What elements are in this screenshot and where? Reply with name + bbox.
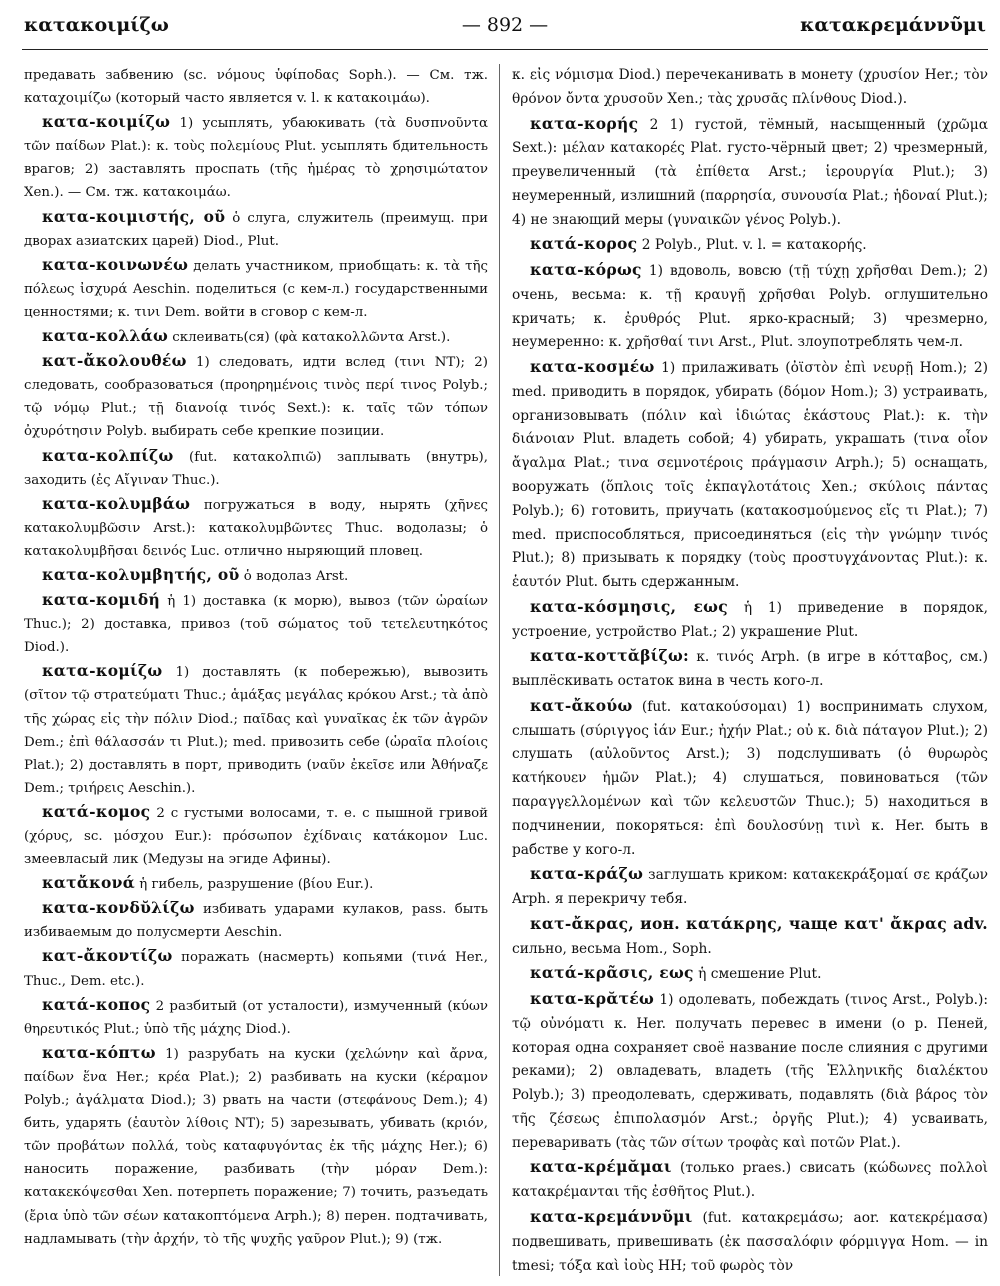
- entry-headword: κατα-κόσμησις, εως: [530, 596, 728, 616]
- entry-headword: κατα-κρᾰτέω: [530, 989, 655, 1009]
- left-column: [24, 64, 488, 1278]
- dictionary-entry: [24, 110, 488, 204]
- dictionary-entry: [512, 644, 988, 694]
- entry-definition: 1) доставлять (к побережью), вывозить (σῖτον τῷ στρατεύματι Thuc.; ἁμάξας μεγάλας κρόκου Arst.; τὰ ἀπὸ τῆς χώρας εἰς τὴν πόλιν Diod.; παῖδας καὶ γυναῖκας ἐκ τῶν ἀγρῶν Dem.; ἐπὶ θάλασσάν τι Plut.); med. привозить себе (ὡραῖα πλοίοις Plat.); 2) доставлять в порт, приводить (ναῦν ἐκεῖσε или Ἀθήναζε Dem.; τριήρεις Aeschin.).: [24, 665, 488, 796]
- dictionary-entry: [24, 944, 488, 992]
- header-left-guideword: κατακοιμίζω: [24, 14, 169, 36]
- entry-definition: склеивать(ся) (φὰ κατακολλῶντα Arst.).: [172, 330, 451, 346]
- entry-definition: 1) одолевать, побеждать (τινος Arst., Polyb.): τῷ οὐνόματι κ. Her. получать перевес в имени (о р. Пеней, которая одна сохраняет своё название после слияния с другими реками); 2) овладевать, владеть (τῆς Ἑλληνικῆς διαλέκτου Polyb.); 3) преодолевать, сдерживать, подавлять (διὰ βάρος τὸν τῆς ζέσεως ἐπιπολασμόν Arst.; ὀργῆς Plut.); 4) усваивать, переваривать (τὰς τῶν σίτων τροφὰς καὶ ποτῶν Plat.).: [512, 992, 988, 1151]
- entry-headword: κατἄκονά: [42, 873, 135, 893]
- entry-definition: ὁ слуга, служитель (преимущ. при дворах азиатских царей) Diod., Plut.: [24, 210, 488, 249]
- entry-definition: (fut. κατακρεμάσω; aor. κατεκρέμασα) подвешивать, привешивать (ἐκ πασσαλόφιν φόρμιγγα Hom. — in tmesi; τόξα καὶ ἰοὺς HH; τοῦ φωρὸς τὸν: [512, 1209, 988, 1274]
- dictionary-entry: [512, 232, 988, 258]
- entry-definition: κ. εἰς νόμισμα Diod.) перечеканивать в монету (χρυσίον Her.; τὸν θρόνον ὄντα χρυσοῦν Xen.; τὰς χρυσᾶς πλίνθους Diod.).: [512, 67, 988, 107]
- entry-headword: κατ-ἄκρας, ион. κατάκρης, чаще κατ' ἄκρας adv.: [530, 913, 988, 933]
- dictionary-entry: [24, 64, 488, 110]
- entry-headword: κατα-κρεμάννῦμι: [530, 1206, 693, 1226]
- entry-definition: 2 1) густой, тёмный, насыщенный (χρῶμα Sext.): μέλαν κατακορές Plat. густо-чёрный цвет; 2) чрезмерный, преувеличенный (τὰ ἐπίθετα Arst.; ἱερουργία Plut.); 3) неумеренный, излишний (παρρησία, συνουσία Plat.; ἡδοναί Plut.); 4) не знающий меры (γυναικῶν γένος Polyb.).: [512, 116, 988, 228]
- entry-definition: ἡ смешение Plut.: [698, 966, 822, 983]
- dictionary-entry: [24, 1041, 488, 1251]
- entry-definition: ἡ гибель, разрушение (βίου Eur.).: [139, 877, 374, 893]
- entry-definition: 2 Polyb., Plut. v. l. = κατακορής.: [641, 237, 867, 254]
- entry-definition: сильно, весьма Hom., Soph.: [512, 940, 712, 957]
- entry-definition: (fut. κατακολπιῶ) заплывать (внутрь), заходить (ἐς Αἴγιναν Thuc.).: [24, 449, 488, 488]
- entry-headword: κατα-κράζω: [530, 864, 644, 884]
- entry-definition: делать участником, приобщать: κ. τὰ τῆς πόλεως ἰσχυρά Aeschin. поделиться (с кем-л.) государственными ценностями; κ. τινι Dem. войти в сговор с кем-л.: [24, 258, 488, 320]
- entry-headword: κατ-ἄκοντίζω: [42, 946, 173, 966]
- entry-headword: κατά-κομος: [42, 801, 151, 821]
- dictionary-entry: [512, 355, 988, 595]
- dictionary-entry: [512, 595, 988, 645]
- dictionary-entry: [24, 588, 488, 659]
- entry-definition: 2 разбитый (от усталости), измученный (κύων θηρευτικός Plut.; ὑπὸ τῆς μάχης Diod.).: [24, 998, 488, 1037]
- dictionary-entry: [512, 961, 988, 987]
- entry-definition: 1) разрубать на куски (χελώνην καὶ ἄρνα, παίδων ἕνα Her.; κρέα Plat.); 2) разбивать на куски (κέραμον Polyb.; ἀγάλματα Diod.); 3) рвать на части (στεφάνους Dem.); 4) бить, ударять (ἑαυτὸν λίθοις NT); 5) зарезывать, убивать (κριόν, τῶν προβάτων πολλά, τοὺς καταφυγόντας ἐκ τῆς μάχης Her.); 6) наносить поражение, разбивать (τὴν μόραν Dem.): κατακεκόψεσθαι Xen. потерпеть поражение; 7) точить, разъедать (ἔρια ὑπὸ τῶν σέων κατακοπτόμενα Arph.); 8) перен. подтачивать, надламывать (τὴν ἀρχήν, τὸ τῆς ψυχῆς γαῦρον Plut.); 9) (тж.: [24, 1046, 488, 1247]
- entry-definition: (fut. κατακούσομαι) 1) воспринимать слухом, слышать (σύριγγος ἰάν Eur.; ἠχήν Plat.; οὐ κ. διὰ πάταγον Plut.); 2) слушать (αὐλοῦντος Arst.); 3) подслушивать (ὁ θυρωρὸς κατήκουεν ἡμῶν Plat.); 4) слушаться, повиноваться (τῶν παραγγελλομένων καὶ τῶν κελευστῶν Thuc.); 5) находиться в подчинении, покоряться: ἐπὶ δουλοσύνῃ τινὶ κ. Her. быть в рабстве у кого-л.: [512, 698, 988, 858]
- entry-headword: κατα-κοιμιστής, οῦ: [42, 206, 226, 226]
- entry-headword: κατα-κονδῠλίζω: [42, 898, 195, 918]
- entry-headword: κατα-κομιδή: [42, 590, 161, 610]
- dictionary-entry: [24, 800, 488, 871]
- entry-headword: κατα-κολυμβητής, οῦ: [42, 564, 240, 584]
- entry-definition: 1) прилаживать (ὀϊστὸν ἐπὶ νευρῇ Hom.); 2) med. приводить в порядок, убирать (δόμον Hom.); 3) устраивать, организовывать (πόλιν καὶ ἰδιώτας ἑκάστους Plat.): κ. τὴν διάνοιαν Plut. владеть собой; 4) убирать, украшать (τινα οἷον ἄγαλμα Plat.; τινα σεμνοτέροις πράγμασιν Arph.); 5) оснащать, вооружать (ὅπλοις τοῖς ἐκπαγλοτάτοις Xen.; σκύλοις πάντας Polyb.); 6) готовить, приучать (κατακοσμούμενος εἴς τι Plat.); 7) med. приспособляться, присоединяться (εἰς τὴν γνώμην τινός Plut.); 8) призывать к порядку (τοὺς προστυγχάνοντας Plut.): κ. ἑαυτόν Plut. быть сдержанным.: [512, 360, 988, 591]
- right-column: [512, 64, 988, 1278]
- dictionary-entry: [512, 1205, 988, 1278]
- dictionary-entry: [512, 912, 988, 962]
- entry-definition: заглушать криком: κατακεκράξομαί σε κράζων Arph. я перекричу тебя.: [512, 867, 988, 908]
- entry-headword: κατα-κομίζω: [42, 661, 163, 681]
- entry-headword: κατα-κολλάω: [42, 326, 169, 346]
- entry-headword: κατα-κολπίζω: [42, 445, 174, 465]
- entry-headword: κατα-κολυμβάω: [42, 493, 191, 513]
- entry-headword: κατα-κοττᾰβίζω:: [530, 646, 690, 666]
- header-rule: [22, 49, 988, 50]
- dictionary-entry: [512, 112, 988, 233]
- entry-definition: 1) следовать, идти вслед (τινι NT); 2) следовать, сообразоваться (προηρημένοις τινὸς περί τινος Polyb.; τῷ νόμῳ Plut.; τῇ διανοίᾳ τινός Sext.): κ. ταῖς τῶν τόπων ὀχυρότησιν Polyb. выбирать себе крепкие позиции.: [24, 355, 488, 440]
- column-divider: [499, 64, 500, 1276]
- entry-headword: κατα-κορής: [530, 113, 639, 133]
- dictionary-entry: [24, 896, 488, 944]
- entry-definition: 1) усыплять, убаюкивать (τὰ δυσπνοῦντα τῶν παίδων Plat.): κ. τοὺς πολεμίους Plut. усыплять бдительность врагов; 2) заставлять проспать (τῆς ἡμέρας τὸ χρησιμώτατον Xen.). — См. тж. κατακοιμάω.: [24, 116, 488, 201]
- entry-definition: избивать ударами кулаков, pass. быть избиваемым до полусмерти Aeschin.: [24, 902, 488, 941]
- entry-definition: ἡ 1) доставка (к морю), вывоз (τῶν ὡραίων Thuc.); 2) доставка, привоз (τοῦ σώματος τοῦ τετελευτηκότος Diod.).: [24, 594, 488, 656]
- dictionary-entry: [24, 659, 488, 800]
- entry-definition: предавать забвению (sc. νόμους ὑφίποδας Soph.). — См. тж. καταχοιμίζω (который часто является v. l. к κατακοιμάω).: [24, 68, 488, 107]
- entry-headword: κατα-κοσμέω: [530, 357, 655, 377]
- entry-definition: ἡ 1) приведение в порядок, устроение, устройство Plat.; 2) украшение Plut.: [512, 599, 988, 640]
- entry-headword: κατα-κόπτω: [42, 1042, 156, 1062]
- dictionary-entry: [512, 1155, 988, 1205]
- entry-headword: κατα-κοιμίζω: [42, 112, 171, 132]
- dictionary-entry: [512, 64, 988, 112]
- header-right-guideword: κατακρεμάννῦμι: [800, 14, 986, 36]
- entry-definition: κ. τινός Arph. (в игре в κότταβος, см.) выплёскивать остаток вина в честь кого-л.: [512, 649, 988, 690]
- entry-definition: 1) вдоволь, вовсю (τῇ τύχῃ χρῆσθαι Dem.); 2) очень, весьма: κ. τῇ κραυγῇ χρῆσθαι Polyb. оглушительно кричать; κ. ἐρυθρός Plut. ярко-красный; 3) чрезмерно, неумеренно: κ. χρῆσθαί τινι Arst., Plut. злоупотреблять чем-л.: [512, 263, 988, 351]
- entry-headword: κατ-ἄκολουθέω: [42, 351, 187, 371]
- dictionary-entry: [24, 253, 488, 324]
- entry-definition: (только praes.) свисать (κώδωνες πολλοὶ κατακρέμανται τῆς ἐσθῆτος Plut.).: [512, 1160, 988, 1201]
- entry-definition: погружаться в воду, нырять (χῆνες κατακολυμβῶσιν Arst.): κατακολυμβῶντες Thuc. водолазы; ὁ κατακολυμβῆσαι δεινός Luc. отлично ныряющий пловец.: [24, 497, 488, 559]
- entry-headword: κατ-ἄκούω: [530, 695, 633, 715]
- dictionary-entry: [512, 862, 988, 912]
- dictionary-entry: [512, 987, 988, 1155]
- entry-headword: κατα-κρέμᾰμαι: [530, 1157, 672, 1177]
- dictionary-entry: [24, 492, 488, 563]
- dictionary-entry: [24, 205, 488, 253]
- dictionary-entry: [24, 563, 488, 588]
- entry-headword: κατά-κοπος: [42, 994, 151, 1014]
- entry-headword: κατά-κορος: [530, 234, 638, 254]
- dictionary-entry: [24, 349, 488, 443]
- dictionary-entry: [512, 694, 988, 862]
- entry-headword: κατά-κρᾶσις, εως: [530, 963, 694, 983]
- dictionary-entry: [24, 444, 488, 492]
- page-header: [24, 14, 986, 48]
- entry-definition: поражать (насмерть) копьями (τινά Her., Thuc., Dem. etc.).: [24, 950, 488, 989]
- dictionary-entry: [512, 258, 988, 355]
- entry-headword: κατα-κόρως: [530, 260, 642, 280]
- entry-definition: 2 с густыми волосами, т. е. с пышной гривой (χόρυς, sc. μόσχου Eur.): πρόσωπον ἐχίδναις κατάκομον Luc. змеевласый лик (Медузы на эгиде Афины).: [24, 805, 488, 868]
- entry-definition: ὁ водолаз Arst.: [243, 568, 349, 584]
- dictionary-entry: [24, 993, 488, 1041]
- page-number: — 892 —: [461, 14, 549, 36]
- entry-headword: κατα-κοινωνέω: [42, 254, 189, 274]
- dictionary-entry: [24, 324, 488, 349]
- dictionary-entry: [24, 871, 488, 896]
